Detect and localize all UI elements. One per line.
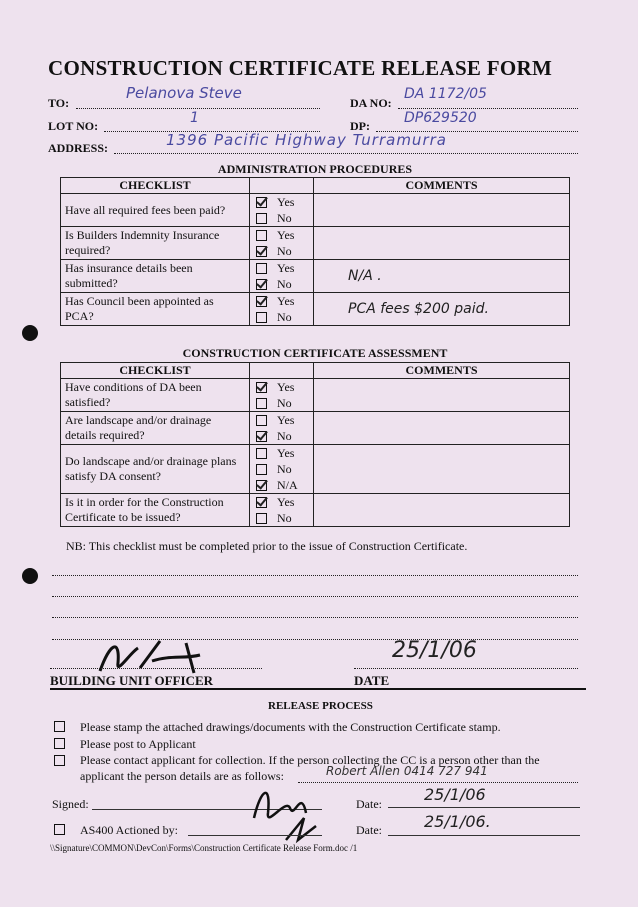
admin-question: Is Builders Indemnity Insurance required? xyxy=(61,227,250,260)
checkbox[interactable] xyxy=(256,312,267,323)
admin-col-comments: COMMENTS xyxy=(314,178,570,194)
checkbox[interactable] xyxy=(54,755,65,766)
officer-date-line xyxy=(354,668,578,669)
dp-value[interactable]: DP629520 xyxy=(404,110,477,126)
admin-comment[interactable] xyxy=(314,293,570,326)
option-no[interactable] xyxy=(254,510,309,526)
comment-line[interactable] xyxy=(52,617,578,618)
admin-comment[interactable] xyxy=(314,227,570,260)
option-label: Yes xyxy=(277,412,295,427)
officer-date-value[interactable]: 25/1/06 xyxy=(392,638,477,663)
checkbox[interactable] xyxy=(256,246,267,257)
to-label: TO: xyxy=(48,96,70,110)
lot-no-label: LOT NO: xyxy=(48,119,99,133)
as400-date-value[interactable]: 25/1/06. xyxy=(424,812,491,831)
option-label: Yes xyxy=(277,494,295,509)
checkbox[interactable] xyxy=(256,382,267,393)
release-signature xyxy=(246,778,326,848)
assessment-options xyxy=(250,379,314,412)
checkbox[interactable] xyxy=(256,263,267,274)
admin-question: Has insurance details been submitted? xyxy=(61,260,250,293)
officer-date-label: DATE xyxy=(354,673,390,688)
assessment-comment[interactable] xyxy=(314,412,570,445)
assessment-table xyxy=(60,362,570,527)
assessment-heading: CONSTRUCTION CERTIFICATE ASSESSMENT xyxy=(182,346,448,360)
as400-line[interactable] xyxy=(188,835,322,836)
admin-options xyxy=(250,293,314,326)
checkbox[interactable] xyxy=(54,721,65,732)
file-path-footer: \\Signature\COMMON\DevCon\Forms\Construction Certificate Release Form.doc /1 xyxy=(50,843,358,853)
option-label: N/A xyxy=(277,477,298,492)
option-no[interactable] xyxy=(254,276,309,292)
release-item-1 xyxy=(52,721,75,736)
comment-text: PCA fees $200 paid. xyxy=(348,301,489,317)
option-yes[interactable] xyxy=(254,260,309,276)
comment-text xyxy=(318,202,348,218)
option-yes[interactable] xyxy=(254,379,309,395)
dp-label: DP: xyxy=(350,119,370,133)
option-no[interactable] xyxy=(254,395,309,411)
to-line xyxy=(76,108,320,109)
option-label: No xyxy=(277,309,292,324)
option-label: No xyxy=(277,243,292,258)
comment-line[interactable] xyxy=(52,575,578,576)
comment-line[interactable] xyxy=(52,596,578,597)
assessment-row xyxy=(61,412,570,445)
option-na[interactable] xyxy=(254,477,309,493)
da-no-value[interactable]: DA 1172/05 xyxy=(404,86,487,102)
checkbox[interactable] xyxy=(256,230,267,241)
option-label: Yes xyxy=(277,194,295,209)
option-yes[interactable] xyxy=(254,194,309,210)
assessment-question: Is it in order for the Construction Certificate to be issued? xyxy=(61,494,250,527)
option-no[interactable] xyxy=(254,461,309,477)
divider xyxy=(50,688,586,690)
option-yes[interactable] xyxy=(254,227,309,243)
signed-date-value[interactable]: 25/1/06 xyxy=(424,785,486,804)
da-no-line xyxy=(398,108,578,109)
release-item-2 xyxy=(52,738,75,753)
admin-question: Has Council been appointed as PCA? xyxy=(61,293,250,326)
checkbox[interactable] xyxy=(256,448,267,459)
punch-hole-icon xyxy=(22,325,38,341)
assessment-comment[interactable] xyxy=(314,445,570,494)
admin-col-checklist: CHECKLIST xyxy=(61,178,250,194)
checkbox[interactable] xyxy=(54,738,65,749)
release-heading: RELEASE PROCESS xyxy=(268,700,373,712)
release-item-3-text: Please contact applicant for collection. If the person collecting the CC is a person other than the xyxy=(80,753,540,767)
checkbox[interactable] xyxy=(256,213,267,224)
release-item-3-cont: applicant the person details are as follows: xyxy=(80,769,284,783)
admin-comment[interactable] xyxy=(314,260,570,293)
officer-label: BUILDING UNIT OFFICER xyxy=(50,673,214,688)
assessment-row xyxy=(61,445,570,494)
option-no[interactable] xyxy=(254,309,309,325)
option-yes[interactable] xyxy=(254,494,309,510)
checkbox[interactable] xyxy=(256,513,267,524)
admin-row xyxy=(61,194,570,227)
option-yes[interactable] xyxy=(254,293,309,309)
assessment-col-checklist: CHECKLIST xyxy=(61,363,250,379)
officer-signature xyxy=(90,633,220,678)
checkbox[interactable] xyxy=(256,464,267,475)
admin-row xyxy=(61,260,570,293)
option-no[interactable] xyxy=(254,210,309,226)
comment-text xyxy=(318,235,348,251)
option-label: No xyxy=(277,510,292,525)
address-label: ADDRESS: xyxy=(48,141,109,155)
as400-date-line[interactable] xyxy=(388,835,580,836)
assessment-options xyxy=(250,494,314,527)
checkbox[interactable] xyxy=(256,197,267,208)
option-label: No xyxy=(277,276,292,291)
form-title: CONSTRUCTION CERTIFICATE RELEASE FORM xyxy=(48,56,553,80)
admin-question: Have all required fees been paid? xyxy=(61,194,250,227)
admin-options xyxy=(250,260,314,293)
as400-checkbox-wrap xyxy=(52,824,75,839)
assessment-question: Have conditions of DA been satisfied? xyxy=(61,379,250,412)
option-yes[interactable] xyxy=(254,445,309,461)
collector-line xyxy=(298,782,578,783)
admin-row xyxy=(61,227,570,260)
punch-hole-icon xyxy=(22,568,38,584)
checkbox[interactable] xyxy=(256,398,267,409)
checkbox[interactable] xyxy=(256,497,267,508)
officer-line xyxy=(50,668,262,669)
assessment-row xyxy=(61,379,570,412)
address-line xyxy=(114,153,578,154)
assessment-note: NB: This checklist must be completed prior to the issue of Construction Certificate. xyxy=(66,539,468,553)
option-yes[interactable] xyxy=(254,412,309,428)
signed-date-line[interactable] xyxy=(388,807,580,808)
comment-text: N/A . xyxy=(348,268,382,284)
admin-row xyxy=(61,293,570,326)
address-value[interactable]: 1396 Pacific Highway Turramurra xyxy=(166,131,447,149)
lot-no-value[interactable]: 1 xyxy=(190,110,199,126)
option-label: Yes xyxy=(277,260,295,275)
assessment-col-comments: COMMENTS xyxy=(314,363,570,379)
assessment-question: Are landscape and/or drainage details required? xyxy=(61,412,250,445)
option-label: Yes xyxy=(277,293,295,308)
assessment-question: Do landscape and/or drainage plans satisfy DA consent? xyxy=(61,445,250,494)
collector-value[interactable]: Robert Allen 0414 727 941 xyxy=(326,764,488,778)
as400-date-label: Date: xyxy=(356,823,382,837)
checkbox[interactable] xyxy=(256,415,267,426)
option-label: No xyxy=(277,428,292,443)
assessment-options xyxy=(250,412,314,445)
option-label: Yes xyxy=(277,379,295,394)
option-label: No xyxy=(277,461,292,476)
assessment-comment[interactable] xyxy=(314,494,570,527)
option-label: Yes xyxy=(277,445,295,460)
option-label: No xyxy=(277,395,292,410)
assessment-comment[interactable] xyxy=(314,379,570,412)
admin-options xyxy=(250,194,314,227)
option-no[interactable] xyxy=(254,243,309,259)
option-no[interactable] xyxy=(254,428,309,444)
admin-heading: ADMINISTRATION PROCEDURES xyxy=(217,162,413,176)
admin-comment[interactable] xyxy=(314,194,570,227)
da-no-label: DA NO: xyxy=(350,96,392,110)
assessment-row xyxy=(61,494,570,527)
to-value[interactable]: Pelanova Steve xyxy=(126,84,242,102)
option-label: No xyxy=(277,210,292,225)
release-item-3 xyxy=(52,755,75,770)
admin-options xyxy=(250,227,314,260)
assessment-options xyxy=(250,445,314,494)
checkbox[interactable] xyxy=(54,824,65,835)
checkbox[interactable] xyxy=(256,431,267,442)
checkbox[interactable] xyxy=(256,296,267,307)
signed-label: Signed: xyxy=(52,797,89,811)
as400-label: AS400 Actioned by: xyxy=(80,823,178,837)
checkbox[interactable] xyxy=(256,480,267,491)
checkbox[interactable] xyxy=(256,279,267,290)
admin-table xyxy=(60,177,570,326)
option-label: Yes xyxy=(277,227,295,242)
release-item-1-text: Please stamp the attached drawings/documents with the Construction Certificate stamp. xyxy=(80,720,501,734)
release-item-2-text: Please post to Applicant xyxy=(80,737,196,751)
signed-date-label: Date: xyxy=(356,797,382,811)
